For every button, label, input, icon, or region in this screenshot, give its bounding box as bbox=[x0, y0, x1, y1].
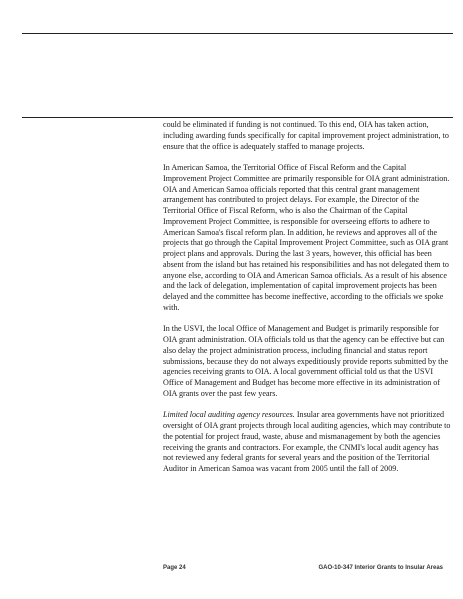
paragraph-text: could be eliminated if funding is not continued. To this end, OIA has taken action, including awarding funds specifically for capital improvement project administration, to ensure that the office is adequately staffed to manage projects. bbox=[163, 120, 449, 151]
paragraph-text: In the USVI, the local Office of Management and Budget is primarily responsible for OIA grant administration. OIA officials told us that the agency can be effective but can also delay the project administration process, including financial and status report submissions, because they do not always expeditiously provide reports submitted by the agencies receiving grants to OIA. A local government official told us that the USVI Office of Management and Budget has become more effective in its administration of OIA grants over the past few years. bbox=[163, 324, 449, 398]
section-rule bbox=[22, 117, 453, 118]
paragraph-text: In American Samoa, the Territorial Office of Fiscal Reform and the Capital Improvement Project Committee are primarily responsible for OIA grant administration. OIA and American Samoa officials reported that this central grant management arrangement has contributed to project delays. For example, the Director of the Territorial Office of Fiscal Reform, who is also the Chairman of the Capital Improvement Project Committee, is responsible for overseeing efforts to adhere to American Samoa's fiscal reform plan. In addition, he reviews and approves all of the projects that go through the Capital Improvement Project Committee, such as OIA grant project plans and approvals. During the last 3 years, however, this official has been absent from the island but has retained his responsibilities and has not delegated them to anyone else, according to OIA and American Samoa officials. As a result of his absence and the lack of delegation, implementation of capital improvement projects has been delayed and the committee has become ineffective, according to the officials we spoke with. bbox=[163, 163, 450, 312]
paragraph bbox=[163, 410, 451, 475]
report-id: GAO-10-347 Interior Grants to Insular Areas bbox=[318, 565, 443, 571]
header-rule bbox=[22, 33, 453, 34]
page-number: Page 24 bbox=[163, 565, 186, 571]
paragraph bbox=[163, 120, 451, 152]
paragraph bbox=[163, 324, 451, 399]
paragraph-text: Insular area governments have not prioritized oversight of OIA grant projects through local auditing agencies, which may contribute to the potential for project fraud, waste, abuse and mismanagement by both the agencies receiving the grants and contractors. For example, the CNMI's local audit agency has not reviewed any federal grants for several years and the position of the Territorial Auditor in American Samoa was vacant from 2005 until the fall of 2009. bbox=[163, 410, 451, 473]
paragraph-italic-lead: Limited local auditing agency resources. bbox=[163, 410, 295, 420]
paragraph bbox=[163, 163, 451, 314]
body-text bbox=[163, 120, 451, 486]
